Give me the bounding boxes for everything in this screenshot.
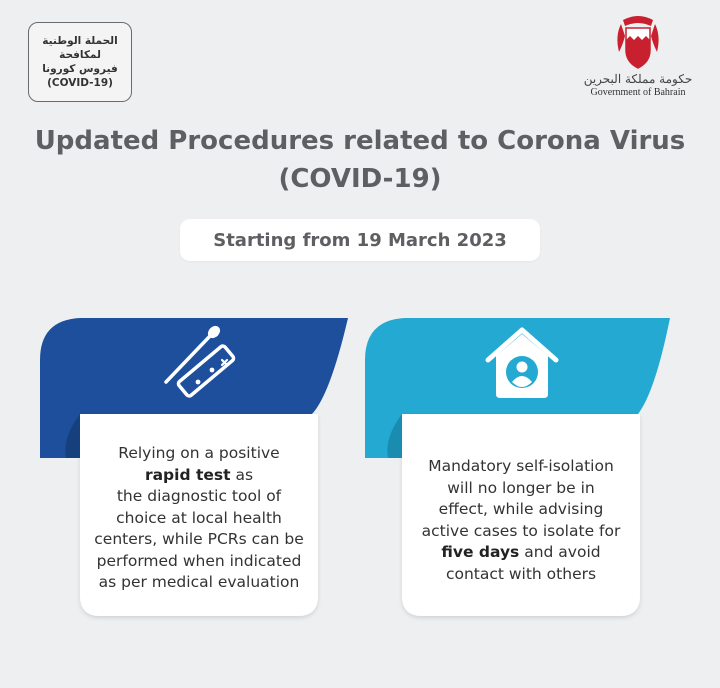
card2-line-3: effect, while advising xyxy=(438,500,604,518)
rapid-test-icon xyxy=(152,322,242,412)
home-isolation-icon xyxy=(480,322,564,406)
campaign-arabic-line-3: فيروس كورونا xyxy=(42,62,118,75)
card2-line-6: contact with others xyxy=(445,564,597,583)
card1-line-7: as per medical evaluation xyxy=(98,573,300,591)
card1-line-5: centers, while PCRs can be xyxy=(94,530,304,548)
self-isolation-card-text xyxy=(406,456,636,585)
card1-line-2-rest: as xyxy=(230,465,254,484)
title-line-1: Updated Procedures related to Corona Virus xyxy=(34,126,686,156)
campaign-arabic-line-1: الحملة الوطنية xyxy=(42,34,118,47)
card2-line-4: active cases to isolate for xyxy=(421,521,621,540)
card1-line-2 xyxy=(84,465,314,487)
government-english-name: Government of Bahrain xyxy=(590,87,686,98)
campaign-english-label: (COVID-19) xyxy=(47,76,113,89)
card1-line-4: choice at local health xyxy=(116,508,282,527)
title-line-2: (COVID-19) xyxy=(278,164,442,194)
card2-line-2: will no longer be in xyxy=(447,478,595,497)
campaign-arabic-line-2: لمكافحة xyxy=(59,48,101,61)
government-arabic-name: حكومة مملكة البحرين xyxy=(583,72,693,86)
card1-line-6: performed when indicated xyxy=(96,551,302,570)
card2-line-5-rest: and avoid xyxy=(519,543,601,561)
card1-line-3: the diagnostic tool of xyxy=(116,487,282,505)
card1-bold-phrase: rapid test xyxy=(144,465,231,484)
card1-line-1: Relying on a positive xyxy=(118,444,280,462)
card2-line-1: Mandatory self-isolation xyxy=(428,457,614,475)
card2-bold-phrase: five days xyxy=(441,543,520,561)
card2-line-5 xyxy=(406,542,636,564)
start-date-pill: Starting from 19 March 2023 xyxy=(180,219,540,261)
rapid-test-card-text xyxy=(84,443,314,594)
